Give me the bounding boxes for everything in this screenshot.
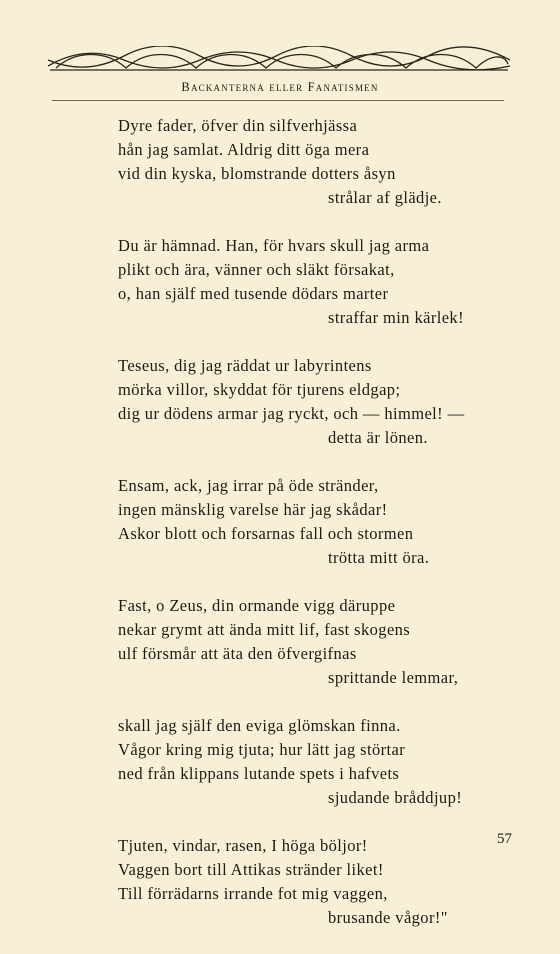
header-rule [52,100,504,101]
running-head: Backanterna eller Fanatismen [181,80,379,94]
verse-line: mörka villor, skyddat för tjurens eldgap; [118,380,401,399]
verse-line-indented: sjudande bråddjup! [328,788,463,807]
stanza-2 [118,234,518,330]
page-number: 57 [497,831,512,847]
stanza-6 [118,714,518,810]
stanza-1 [118,114,518,210]
stanza-3 [118,354,518,450]
verse-line: hån jag samlat. Aldrig ditt öga mera [118,140,370,159]
verse-line: ingen mänsklig varelse här jag skådar! [118,500,388,519]
verse-line: Vaggen bort till Attikas stränder liket! [118,860,384,879]
verse-line-indented: trötta mitt öra. [328,548,430,567]
verse-line: plikt och ära, vänner och släkt försakat, [118,260,395,279]
verse-line-indented: brusande vågor!" [328,908,448,927]
verse-line: Ensam, ack, jag irrar på öde stränder, [118,476,379,495]
verse-line: Fast, o Zeus, din ormande vigg däruppe [118,596,396,615]
verse-line: Tjuten, vindar, rasen, I höga böljor! [118,836,368,855]
verse-line-indented: straffar min kärlek! [328,308,464,327]
verse-line: Teseus, dig jag räddat ur labyrintens [118,356,372,375]
verse-line: Vågor kring mig tjuta; hur lätt jag störtar [118,740,406,759]
verse-line: ned från klippans lutande spets i hafvets [118,764,400,783]
verse-line-indented: sprittande lemmar, [328,668,459,687]
verse-line: ulf försmår att äta den öfvergifnas [118,644,357,663]
verse-line: skall jag själf den eviga glömskan finna. [118,716,401,735]
verse-line: nekar grymt att ända mitt lif, fast skogens [118,620,411,639]
stanza-5 [118,594,518,690]
verse-line: vid din kyska, blomstrande dotters åsyn [118,164,396,183]
verse-line: Till förrädarns irrande fot mig vaggen, [118,884,388,903]
verse-line-indented: detta är lönen. [328,428,428,447]
verse-line: o, han själf med tusende dödars marter [118,284,389,303]
stanza-4 [118,474,518,570]
decorative-ornament-band [46,46,512,74]
verse-line-indented: strålar af glädje. [328,188,442,207]
poem-body [118,114,518,954]
verse-line: Askor blott och forsarnas fall och stormen [118,524,414,543]
verse-line: Du är hämnad. Han, för hvars skull jag arma [118,236,430,255]
verse-line: Dyre fader, öfver din silfverhjässa [118,116,358,135]
verse-line: dig ur dödens armar jag ryckt, och — himmel! — [118,404,465,423]
stanza-7 [118,834,518,930]
